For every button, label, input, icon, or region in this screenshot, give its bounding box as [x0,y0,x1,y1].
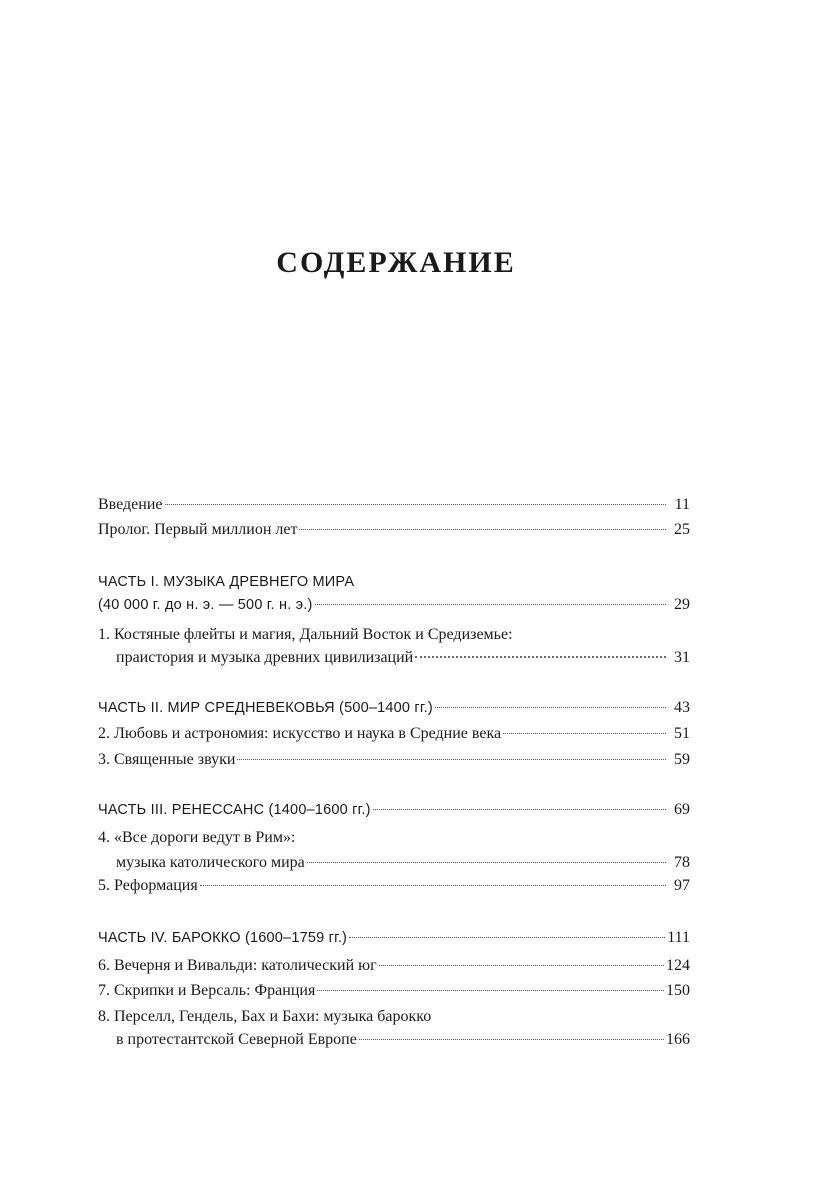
dot-leader [165,503,667,505]
toc-part-4-heading[interactable] [98,927,690,949]
toc-entry-introduction[interactable] [98,494,690,516]
toc-chapter-4[interactable] [98,827,690,849]
toc-chapter-8-cont[interactable] [98,1029,690,1051]
toc-entry-label: 4. «Все дороги ведут в Рим»: [98,829,296,846]
dot-leader [373,808,666,810]
dot-leader [237,758,666,760]
toc-part-1-heading[interactable] [98,571,690,593]
toc-entry-label: Введение [98,496,163,513]
toc-entry-prologue[interactable] [98,519,690,541]
toc-entry-label: 1. Костяные флейты и магия, Дальний Восток и Средиземье: [98,626,513,643]
toc-chapter-7[interactable] [98,980,690,1002]
dot-leader [299,528,666,530]
toc-page-number: 51 [674,725,690,742]
dot-leader [415,655,666,658]
toc-part-label: (40 000 г. до н. э. — 500 г. н. э.) [98,597,313,613]
toc-chapter-5[interactable] [98,875,690,897]
toc-page-number: 43 [674,699,690,716]
toc-entry-label: 3. Священные звуки [98,751,236,768]
toc-page-number: 124 [666,957,690,974]
toc-page-number: 150 [666,982,690,999]
toc-page-number: 59 [674,751,690,768]
toc-part-3-heading[interactable] [98,799,690,821]
toc-chapter-2[interactable] [98,723,690,745]
toc-entry-label: в протестантской Северной Европе [116,1031,357,1048]
toc-part-label: ЧАСТЬ I. МУЗЫКА ДРЕВНЕГО МИРА [98,574,355,590]
toc-entry-label: 6. Вечерня и Вивальди: католический юг [98,957,377,974]
toc-chapter-6[interactable] [98,955,690,977]
toc-page-number: 31 [674,649,690,666]
toc-page-number: 11 [674,496,690,513]
dot-leader [435,706,666,708]
toc-page-number: 69 [674,801,690,818]
toc-chapter-3[interactable] [98,749,690,771]
toc-part-1-dates[interactable] [98,594,690,616]
toc-entry-label: 7. Скрипки и Версаль: Франция [98,982,316,999]
dot-leader [503,732,666,734]
toc-entry-label: Пролог. Первый миллион лет [98,521,298,538]
page-title: СОДЕРЖАНИЕ [276,246,516,279]
toc-page-number: 25 [674,521,690,538]
toc-chapter-1-cont[interactable] [98,647,690,669]
toc-part-label: ЧАСТЬ II. МИР СРЕДНЕВЕКОВЬЯ (500–1400 гг.) [98,700,433,716]
toc-chapter-8[interactable] [98,1006,690,1028]
toc-chapter-4-cont[interactable] [98,852,690,874]
toc-page-number: 29 [674,596,690,613]
dot-leader [317,989,664,991]
toc-page-number: 97 [674,877,690,894]
toc-entry-label: музыка католического мира [116,854,305,871]
dot-leader [307,861,666,863]
toc-chapter-1[interactable] [98,624,690,646]
dot-leader [379,964,664,966]
dot-leader [349,936,665,938]
toc-entry-label: 5. Реформация [98,877,198,894]
toc-entry-label: праистория и музыка древних цивилизаций [116,649,414,666]
dot-leader [315,603,666,605]
dot-leader [200,884,666,886]
toc-part-label: ЧАСТЬ IV. БАРОККО (1600–1759 гг.) [98,930,348,946]
toc-part-2-heading[interactable] [98,697,690,719]
toc-page-number: 166 [666,1031,690,1048]
toc-entry-label: 2. Любовь и астрономия: искусство и наука в Средние века [98,725,502,742]
toc-page-number: 78 [674,854,690,871]
dot-leader [359,1038,664,1040]
toc-part-label: ЧАСТЬ III. РЕНЕССАНС (1400–1600 гг.) [98,802,371,818]
toc-page-number: 111 [667,929,690,946]
toc-entry-label: 8. Перселл, Гендель, Бах и Бахи: музыка барокко [98,1008,432,1025]
